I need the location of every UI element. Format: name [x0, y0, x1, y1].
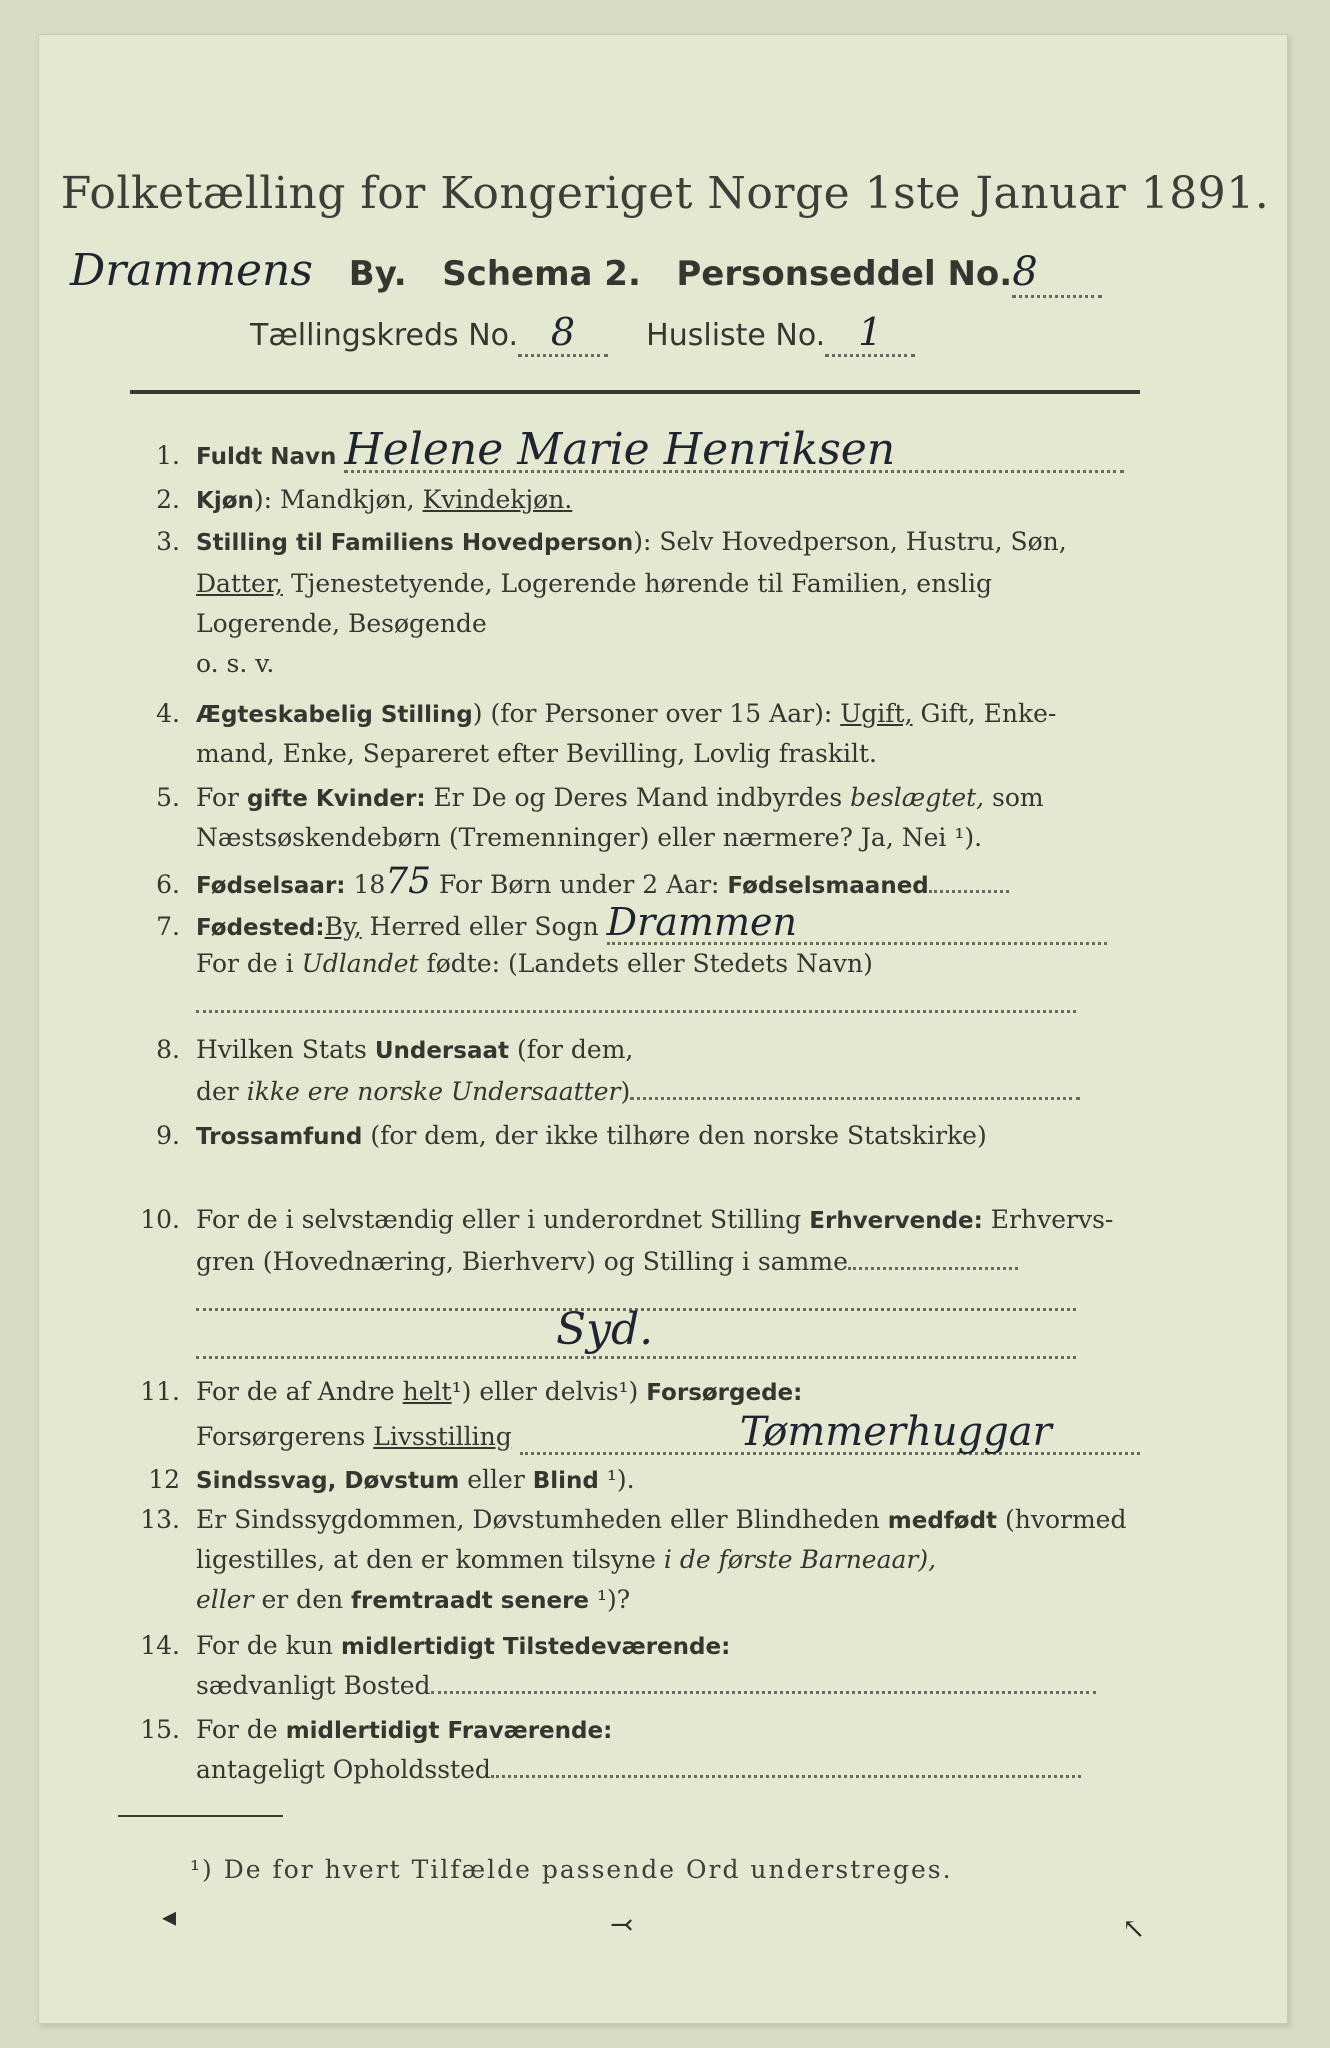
birthplace-value: Drammen: [607, 902, 1107, 945]
footnote-rule: [118, 1815, 283, 1817]
full-name-value: Helene Marie Henriksen: [344, 430, 1124, 473]
field-12-disability: 12 Sindssvag, Døvstum eller Blind ¹).: [148, 1465, 635, 1494]
header-line-2: [250, 310, 1150, 357]
field-9-religion: 9. Trossamfund (for dem, der ikke tilhøre den norske Statskirke): [156, 1121, 987, 1150]
occupation-value: Syd.: [556, 1304, 654, 1355]
field-8-citizenship: 8. Hvilken Stats Undersaat (for dem,: [156, 1035, 634, 1064]
form-title: Folketælling for Kongeriget Norge 1ste Januar 1891.: [60, 168, 1270, 219]
marital-status-choice: Ugift,: [840, 699, 913, 728]
field-14-temporarily-present: 14. For de kun midlertidigt Tilstedeværende:: [140, 1631, 731, 1660]
schema-label: Schema 2.: [442, 254, 641, 294]
personseddel-label: Personseddel No.: [676, 254, 1013, 294]
field-10-occupation: 10. For de i selvstændig eller i underordnet Stilling Erhvervende: Erhvervs-: [140, 1205, 1114, 1234]
field-2-gender: 2. Kjøn): Mandkjøn, Kvindekjøn.: [156, 485, 573, 514]
husliste-label: Husliste No.: [646, 318, 826, 353]
header-line-1: [70, 245, 1250, 298]
field-4-marital-status: 4. Ægteskabelig Stilling) (for Personer over 15 Aar): Ugift, Gift, Enke-: [156, 699, 1057, 728]
field-15-temporarily-absent: 15. For de midlertidigt Fraværende:: [140, 1715, 613, 1744]
taellingskreds-label: Tællingskreds No.: [250, 318, 518, 353]
by-label: By.: [348, 254, 407, 294]
field-6-birth-year: 6. Fødselsaar: 1875 For Børn under 2 Aar: Fødselsmaaned: [100, 862, 1140, 906]
town-handwritten: Drammens: [70, 245, 313, 296]
birth-year-value: 75: [385, 861, 432, 902]
header-rule: [130, 390, 1140, 394]
field-1-full-name: 1. Fuldt Navn Helene Marie Henriksen: [100, 430, 1140, 477]
field-5-married-women: 5. For gifte Kvinder: Er De og Deres Mand indbyrdes beslægtet, som: [156, 783, 1044, 812]
field-13-disability-onset: 13. Er Sindssygdommen, Døvstumheden eller Blindheden medfødt (hvormed: [140, 1505, 1127, 1534]
corner-mark-icon: ↖: [1122, 1912, 1146, 1945]
gender-choice: Kvindekjøn.: [422, 485, 573, 514]
provider-occupation-value: Tømmerhuggar: [520, 1412, 1140, 1455]
household-position-choice: Datter,: [196, 569, 283, 598]
cross-mark-icon: ⤙: [610, 1908, 634, 1941]
footnote: ¹) De for hvert Tilfælde passende Ord understreges.: [190, 1855, 953, 1884]
field-3-household-position: 3. Stilling til Familiens Hovedperson): Selv Hovedperson, Hustru, Søn,: [156, 527, 1067, 556]
personseddel-number: 8: [1012, 249, 1102, 298]
field-11-supported: 11. For de af Andre helt¹) eller delvis¹) Forsørgede:: [140, 1377, 803, 1406]
corner-mark-icon: ◂: [162, 1900, 177, 1933]
field-7-birthplace: 7. Fødested:By, Herred eller Sogn Drammen: [100, 902, 1140, 948]
husliste-number: 1: [825, 310, 915, 357]
taellingskreds-number: 8: [518, 310, 608, 357]
